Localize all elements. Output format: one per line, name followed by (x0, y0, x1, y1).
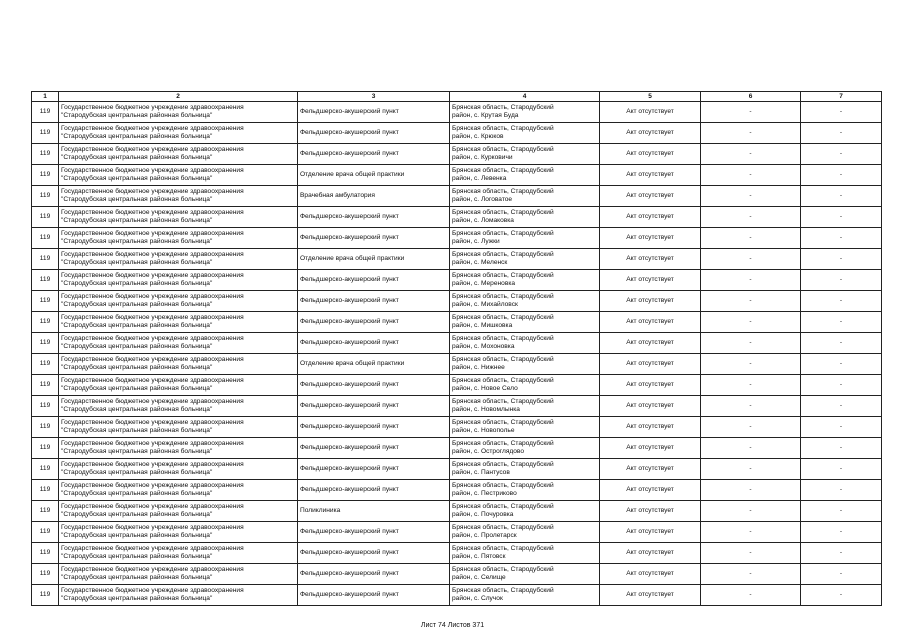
address-line: район, с. Пролетарск (452, 532, 517, 539)
table-row (32, 123, 882, 144)
organization-line: Государственное бюджетное учреждение здравоохранения (61, 272, 244, 280)
column-6-cell: - (701, 459, 801, 480)
row-number: 119 (32, 228, 59, 249)
act-status-cell: Акт отсутствует (600, 354, 701, 375)
address-line: Брянская область, Стародубский (452, 314, 554, 322)
organization-line: "Стародубская центральная районная больница" (61, 154, 213, 161)
act-status-cell: Акт отсутствует (600, 396, 701, 417)
column-6-cell: - (701, 522, 801, 543)
table-row (32, 543, 882, 564)
facility-type-cell: Фельдшерско-акушерский пункт (298, 123, 450, 144)
act-status-cell: Акт отсутствует (600, 333, 701, 354)
address-line: Брянская область, Стародубский (452, 587, 554, 595)
address-line: Брянская область, Стародубский (452, 167, 554, 175)
address-line: Брянская область, Стародубский (452, 104, 554, 112)
address-line: Брянская область, Стародубский (452, 356, 554, 364)
table-row (32, 417, 882, 438)
address-cell (450, 354, 600, 375)
address-line: Брянская область, Стародубский (452, 566, 554, 574)
facility-type-cell: Фельдшерско-акушерский пункт (298, 459, 450, 480)
organization-cell (59, 207, 298, 228)
column-6-cell: - (701, 333, 801, 354)
address-cell (450, 123, 600, 144)
column-7-cell: - (801, 564, 882, 585)
facility-type-cell: Фельдшерско-акушерский пункт (298, 144, 450, 165)
column-7-cell: - (801, 501, 882, 522)
row-number: 119 (32, 375, 59, 396)
column-6-cell: - (701, 585, 801, 606)
address-line: район, с. Логоватое (452, 196, 513, 203)
column-6-cell: - (701, 543, 801, 564)
act-status-cell: Акт отсутствует (600, 501, 701, 522)
column-7-cell: - (801, 312, 882, 333)
row-number: 119 (32, 165, 59, 186)
act-status-cell: Акт отсутствует (600, 228, 701, 249)
address-line: Брянская область, Стародубский (452, 293, 554, 301)
address-line: Брянская область, Стародубский (452, 230, 554, 238)
organization-line: "Стародубская центральная районная больница" (61, 259, 213, 266)
organization-cell (59, 585, 298, 606)
address-line: Брянская область, Стародубский (452, 377, 554, 385)
organization-cell (59, 354, 298, 375)
organization-line: Государственное бюджетное учреждение здравоохранения (61, 104, 244, 112)
address-line: Брянская область, Стародубский (452, 188, 554, 196)
organization-cell (59, 123, 298, 144)
organization-line: "Стародубская центральная районная больница" (61, 553, 213, 560)
column-7-cell: - (801, 270, 882, 291)
organization-line: Государственное бюджетное учреждение здравоохранения (61, 524, 244, 532)
column-6-cell: - (701, 123, 801, 144)
address-line: район, с. Почуровка (452, 511, 514, 518)
address-line: район, с. Новополье (452, 427, 515, 434)
table-row (32, 186, 882, 207)
column-7-cell: - (801, 417, 882, 438)
column-6-cell: - (701, 291, 801, 312)
facility-type-cell: Фельдшерско-акушерский пункт (298, 207, 450, 228)
table-row (32, 312, 882, 333)
address-line: район, с. Мереновка (452, 280, 516, 287)
column-7-cell: - (801, 186, 882, 207)
table-row (32, 207, 882, 228)
column-7-cell: - (801, 543, 882, 564)
column-6-cell: - (701, 396, 801, 417)
table-row (32, 480, 882, 501)
facility-type-cell: Фельдшерско-акушерский пункт (298, 417, 450, 438)
address-line: район, с. Пантусов (452, 469, 510, 476)
address-line: Брянская область, Стародубский (452, 398, 554, 406)
act-status-cell: Акт отсутствует (600, 417, 701, 438)
column-7-cell: - (801, 459, 882, 480)
column-7-cell: - (801, 228, 882, 249)
address-line: район, с. Остроглядово (452, 448, 525, 455)
address-cell (450, 228, 600, 249)
column-7-cell: - (801, 522, 882, 543)
organization-cell (59, 312, 298, 333)
address-line: район, с. Лужки (452, 238, 500, 245)
address-line: район, с. Случок (452, 595, 503, 602)
act-status-cell: Акт отсутствует (600, 123, 701, 144)
column-6-cell: - (701, 417, 801, 438)
facility-type-cell: Фельдшерско-акушерский пункт (298, 102, 450, 123)
table-body (32, 102, 882, 606)
column-6-cell: - (701, 564, 801, 585)
table-row (32, 102, 882, 123)
row-number: 119 (32, 354, 59, 375)
organization-cell (59, 543, 298, 564)
act-status-cell: Акт отсутствует (600, 186, 701, 207)
organization-line: "Стародубская центральная районная больница" (61, 322, 213, 329)
organization-line: "Стародубская центральная районная больница" (61, 133, 213, 140)
facility-type-cell: Фельдшерско-акушерский пункт (298, 480, 450, 501)
organization-line: Государственное бюджетное учреждение здравоохранения (61, 419, 244, 427)
column-7-cell: - (801, 207, 882, 228)
act-status-cell: Акт отсутствует (600, 207, 701, 228)
facility-type-cell: Фельдшерско-акушерский пункт (298, 564, 450, 585)
header-row (32, 92, 882, 102)
address-line: Брянская область, Стародубский (452, 125, 554, 133)
column-6-cell: - (701, 312, 801, 333)
row-number: 119 (32, 480, 59, 501)
address-cell (450, 312, 600, 333)
column-6-cell: - (701, 438, 801, 459)
organization-line: "Стародубская центральная районная больница" (61, 238, 213, 245)
row-number: 119 (32, 291, 59, 312)
organization-line: Государственное бюджетное учреждение здравоохранения (61, 335, 244, 343)
organization-cell (59, 501, 298, 522)
address-line: Брянская область, Стародубский (452, 251, 554, 259)
column-header-2: 2 (59, 92, 298, 102)
table-row (32, 459, 882, 480)
organization-line: Государственное бюджетное учреждение здравоохранения (61, 461, 244, 469)
facility-type-cell: Отделение врача общей практики (298, 165, 450, 186)
row-number: 119 (32, 102, 59, 123)
address-cell (450, 522, 600, 543)
act-status-cell: Акт отсутствует (600, 165, 701, 186)
facility-type-cell: Фельдшерско-акушерский пункт (298, 312, 450, 333)
row-number: 119 (32, 564, 59, 585)
table-row (32, 354, 882, 375)
organization-cell (59, 480, 298, 501)
address-cell (450, 291, 600, 312)
column-header-6: 6 (701, 92, 801, 102)
organization-line: "Стародубская центральная районная больница" (61, 196, 213, 203)
table-row (32, 165, 882, 186)
address-cell (450, 438, 600, 459)
column-6-cell: - (701, 501, 801, 522)
organization-line: Государственное бюджетное учреждение здравоохранения (61, 188, 244, 196)
row-number: 119 (32, 186, 59, 207)
address-cell (450, 459, 600, 480)
organization-line: Государственное бюджетное учреждение здравоохранения (61, 482, 244, 490)
organization-line: "Стародубская центральная районная больница" (61, 469, 213, 476)
organization-line: "Стародубская центральная районная больница" (61, 217, 213, 224)
column-7-cell: - (801, 102, 882, 123)
address-line: район, с. Курковичи (452, 154, 513, 161)
address-cell (450, 207, 600, 228)
organization-line: "Стародубская центральная районная больница" (61, 343, 213, 350)
organization-line: "Стародубская центральная районная больница" (61, 574, 213, 581)
column-6-cell: - (701, 228, 801, 249)
organization-cell (59, 333, 298, 354)
organization-line: "Стародубская центральная районная больница" (61, 112, 213, 119)
address-line: Брянская область, Стародубский (452, 461, 554, 469)
address-cell (450, 375, 600, 396)
table-row (32, 249, 882, 270)
address-cell (450, 102, 600, 123)
column-7-cell: - (801, 144, 882, 165)
column-7-cell: - (801, 375, 882, 396)
table-row (32, 585, 882, 606)
organization-line: Государственное бюджетное учреждение здравоохранения (61, 209, 244, 217)
row-number: 119 (32, 207, 59, 228)
organization-cell (59, 564, 298, 585)
address-line: район, с. Селище (452, 574, 506, 581)
column-7-cell: - (801, 438, 882, 459)
facility-type-cell: Фельдшерско-акушерский пункт (298, 270, 450, 291)
act-status-cell: Акт отсутствует (600, 543, 701, 564)
column-6-cell: - (701, 165, 801, 186)
act-status-cell: Акт отсутствует (600, 102, 701, 123)
column-7-cell: - (801, 249, 882, 270)
address-line: Брянская область, Стародубский (452, 146, 554, 154)
act-status-cell: Акт отсутствует (600, 438, 701, 459)
organization-line: Государственное бюджетное учреждение здравоохранения (61, 167, 244, 175)
act-status-cell: Акт отсутствует (600, 585, 701, 606)
table-row (32, 501, 882, 522)
act-status-cell: Акт отсутствует (600, 459, 701, 480)
organization-line: Государственное бюджетное учреждение здравоохранения (61, 398, 244, 406)
address-line: район, с. Новое Село (452, 385, 518, 392)
act-status-cell: Акт отсутствует (600, 249, 701, 270)
row-number: 119 (32, 459, 59, 480)
row-number: 119 (32, 333, 59, 354)
organization-line: Государственное бюджетное учреждение здравоохранения (61, 587, 244, 595)
organization-line: "Стародубская центральная районная больница" (61, 364, 213, 371)
table-row (32, 564, 882, 585)
row-number: 119 (32, 249, 59, 270)
address-line: район, с. Нижнее (452, 364, 505, 371)
table-row (32, 228, 882, 249)
row-number: 119 (32, 123, 59, 144)
organization-line: Государственное бюджетное учреждение здравоохранения (61, 251, 244, 259)
organization-cell (59, 522, 298, 543)
row-number: 119 (32, 543, 59, 564)
address-cell (450, 417, 600, 438)
organization-line: Государственное бюджетное учреждение здравоохранения (61, 566, 244, 574)
facility-type-cell: Фельдшерско-акушерский пункт (298, 585, 450, 606)
column-header-4: 4 (450, 92, 600, 102)
row-number: 119 (32, 438, 59, 459)
address-cell (450, 585, 600, 606)
row-number: 119 (32, 585, 59, 606)
column-6-cell: - (701, 375, 801, 396)
table-row (32, 144, 882, 165)
organization-line: "Стародубская центральная районная больница" (61, 427, 213, 434)
organization-cell (59, 438, 298, 459)
address-cell (450, 333, 600, 354)
organization-line: "Стародубская центральная районная больница" (61, 532, 213, 539)
address-line: Брянская область, Стародубский (452, 524, 554, 532)
row-number: 119 (32, 522, 59, 543)
act-status-cell: Акт отсутствует (600, 144, 701, 165)
table-row (32, 291, 882, 312)
address-cell (450, 270, 600, 291)
organization-cell (59, 102, 298, 123)
organization-cell (59, 270, 298, 291)
facility-type-cell: Фельдшерско-акушерский пункт (298, 228, 450, 249)
act-status-cell: Акт отсутствует (600, 480, 701, 501)
facility-type-cell: Фельдшерско-акушерский пункт (298, 333, 450, 354)
column-6-cell: - (701, 270, 801, 291)
organization-line: Государственное бюджетное учреждение здравоохранения (61, 146, 244, 154)
organization-line: "Стародубская центральная районная больница" (61, 595, 213, 602)
row-number: 119 (32, 312, 59, 333)
address-cell (450, 396, 600, 417)
document-table (31, 91, 882, 606)
row-number: 119 (32, 144, 59, 165)
organization-line: "Стародубская центральная районная больница" (61, 280, 213, 287)
column-6-cell: - (701, 102, 801, 123)
organization-line: "Стародубская центральная районная больница" (61, 301, 213, 308)
facility-type-cell: Фельдшерско-акушерский пункт (298, 438, 450, 459)
column-header-3: 3 (298, 92, 450, 102)
column-7-cell: - (801, 333, 882, 354)
act-status-cell: Акт отсутствует (600, 564, 701, 585)
organization-line: Государственное бюджетное учреждение здравоохранения (61, 293, 244, 301)
organization-line: "Стародубская центральная районная больница" (61, 406, 213, 413)
column-6-cell: - (701, 249, 801, 270)
address-line: Брянская область, Стародубский (452, 482, 554, 490)
address-line: район, с. Ломаковка (452, 217, 514, 224)
address-line: район, с. Михайловск (452, 301, 518, 308)
address-line: район, с. Пятовск (452, 553, 506, 560)
act-status-cell: Акт отсутствует (600, 375, 701, 396)
table-row (32, 396, 882, 417)
column-header-1: 1 (32, 92, 59, 102)
address-cell (450, 144, 600, 165)
address-line: Брянская область, Стародубский (452, 209, 554, 217)
facility-type-cell: Фельдшерско-акушерский пункт (298, 396, 450, 417)
address-line: район, с. Меленск (452, 259, 508, 266)
row-number: 119 (32, 270, 59, 291)
address-cell (450, 564, 600, 585)
address-line: район, с. Мохоновка (452, 343, 515, 350)
column-7-cell: - (801, 354, 882, 375)
address-cell (450, 165, 600, 186)
column-6-cell: - (701, 186, 801, 207)
table-row (32, 270, 882, 291)
organization-line: Государственное бюджетное учреждение здравоохранения (61, 503, 244, 511)
row-number: 119 (32, 501, 59, 522)
organization-line: Государственное бюджетное учреждение здравоохранения (61, 125, 244, 133)
address-line: район, с. Мишковка (452, 322, 513, 329)
organization-line: Государственное бюджетное учреждение здравоохранения (61, 440, 244, 448)
row-number: 119 (32, 417, 59, 438)
address-line: Брянская область, Стародубский (452, 335, 554, 343)
act-status-cell: Акт отсутствует (600, 312, 701, 333)
facility-type-cell: Отделение врача общей практики (298, 354, 450, 375)
organization-cell (59, 375, 298, 396)
facility-type-cell: Фельдшерско-акушерский пункт (298, 375, 450, 396)
organization-cell (59, 249, 298, 270)
address-line: район, с. Крюков (452, 133, 504, 140)
facility-type-cell: Отделение врача общей практики (298, 249, 450, 270)
organization-cell (59, 417, 298, 438)
address-line: Брянская область, Стародубский (452, 545, 554, 553)
address-line: район, с. Пестриково (452, 490, 517, 497)
column-6-cell: - (701, 207, 801, 228)
facility-type-cell: Фельдшерско-акушерский пункт (298, 522, 450, 543)
organization-line: "Стародубская центральная районная больница" (61, 490, 213, 497)
address-cell (450, 249, 600, 270)
column-7-cell: - (801, 480, 882, 501)
address-line: Брянская область, Стародубский (452, 272, 554, 280)
organization-cell (59, 144, 298, 165)
address-line: Брянская область, Стародубский (452, 503, 554, 511)
address-line: район, с. Крутая Буда (452, 112, 519, 119)
address-cell (450, 480, 600, 501)
organization-line: "Стародубская центральная районная больница" (61, 448, 213, 455)
address-line: Брянская область, Стародубский (452, 440, 554, 448)
organization-line: Государственное бюджетное учреждение здравоохранения (61, 377, 244, 385)
column-7-cell: - (801, 123, 882, 144)
address-line: район, с. Новомлынка (452, 406, 520, 413)
column-6-cell: - (701, 480, 801, 501)
act-status-cell: Акт отсутствует (600, 291, 701, 312)
column-7-cell: - (801, 396, 882, 417)
facility-type-cell: Фельдшерско-акушерский пункт (298, 543, 450, 564)
facility-type-cell: Поликлиника (298, 501, 450, 522)
address-cell (450, 186, 600, 207)
column-7-cell: - (801, 585, 882, 606)
address-line: Брянская область, Стародубский (452, 419, 554, 427)
address-cell (450, 501, 600, 522)
row-number: 119 (32, 396, 59, 417)
column-header-5: 5 (600, 92, 701, 102)
organization-line: "Стародубская центральная районная больница" (61, 175, 213, 182)
facility-type-cell: Врачебная амбулатория (298, 186, 450, 207)
organization-cell (59, 165, 298, 186)
organization-line: Государственное бюджетное учреждение здравоохранения (61, 545, 244, 553)
table-row (32, 375, 882, 396)
organization-cell (59, 396, 298, 417)
table-row (32, 522, 882, 543)
column-7-cell: - (801, 165, 882, 186)
act-status-cell: Акт отсутствует (600, 522, 701, 543)
organization-line: Государственное бюджетное учреждение здравоохранения (61, 314, 244, 322)
organization-cell (59, 291, 298, 312)
table-row (32, 333, 882, 354)
facility-type-cell: Фельдшерско-акушерский пункт (298, 291, 450, 312)
organization-cell (59, 186, 298, 207)
act-status-cell: Акт отсутствует (600, 270, 701, 291)
page-footer: Лист 74 Листов 371 (420, 622, 485, 629)
organization-line: Государственное бюджетное учреждение здравоохранения (61, 356, 244, 364)
organization-line: "Стародубская центральная районная больница" (61, 511, 213, 518)
organization-line: "Стародубская центральная районная больница" (61, 385, 213, 392)
organization-line: Государственное бюджетное учреждение здравоохранения (61, 230, 244, 238)
column-6-cell: - (701, 354, 801, 375)
column-header-7: 7 (801, 92, 882, 102)
address-cell (450, 543, 600, 564)
column-7-cell: - (801, 291, 882, 312)
column-6-cell: - (701, 144, 801, 165)
address-line: район, с. Левенка (452, 175, 507, 182)
organization-cell (59, 228, 298, 249)
organization-cell (59, 459, 298, 480)
table-row (32, 438, 882, 459)
